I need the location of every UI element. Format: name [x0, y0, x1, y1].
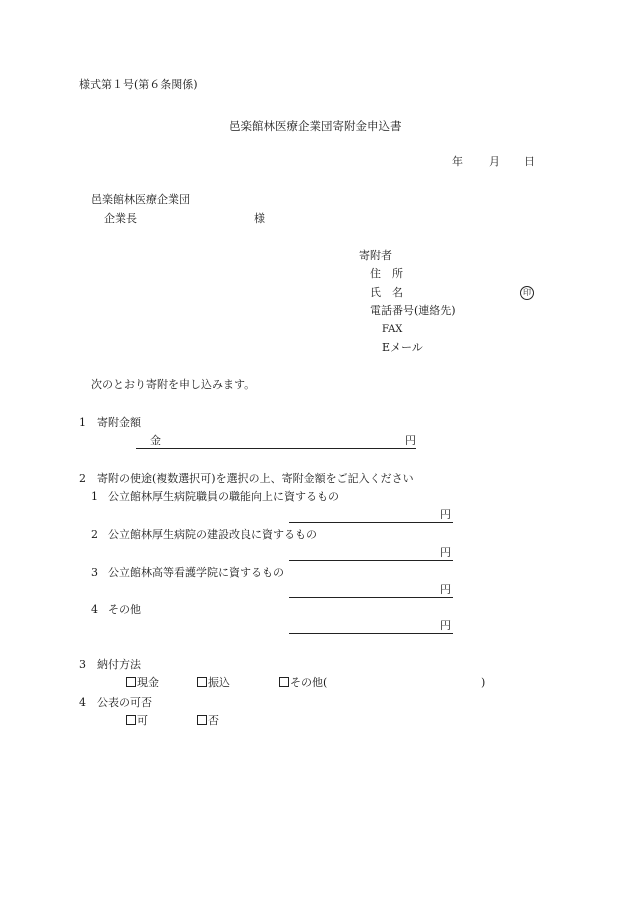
section1-yen: 円	[405, 434, 416, 447]
section2-number: 2	[79, 472, 86, 485]
donor-email-label: Eメール	[382, 341, 423, 354]
section1-kin: 金	[150, 434, 161, 447]
payment-option-label: その他(	[290, 676, 328, 689]
publication-option[interactable]	[197, 714, 219, 728]
purpose-item-number: 4	[91, 603, 98, 616]
payment-option[interactable]	[279, 676, 327, 690]
donation-amount-field[interactable]	[136, 448, 416, 449]
checkbox-icon[interactable]	[279, 677, 289, 687]
section1-label: 寄附金額	[97, 416, 141, 429]
purpose-item-number: 3	[91, 566, 98, 579]
section3-label: 納付方法	[97, 658, 141, 671]
donor-name-label: 氏 名	[370, 286, 403, 299]
purpose-item-yen: 円	[440, 619, 451, 632]
checkbox-icon[interactable]	[197, 715, 207, 725]
purpose-item-label: 公立館林高等看護学院に資するもの	[108, 566, 284, 579]
date-day-label: 日	[524, 155, 535, 168]
publication-option[interactable]	[126, 714, 148, 728]
purpose-item-number: 1	[91, 490, 98, 503]
section3-number: 3	[79, 658, 86, 671]
purpose-amount-field[interactable]	[289, 522, 453, 523]
donor-fax-label: FAX	[382, 324, 403, 335]
purpose-item-label: 公立館林厚生病院の建設改良に資するもの	[108, 528, 317, 541]
form-number: 様式第１号(第６条関係)	[79, 78, 198, 91]
section1-number: 1	[79, 416, 86, 429]
section4-number: 4	[79, 696, 86, 709]
donor-address-label: 住 所	[370, 267, 403, 280]
purpose-item-number: 2	[91, 528, 98, 541]
addressee-honorific: 様	[254, 212, 265, 225]
date-year-label: 年	[452, 155, 463, 168]
purpose-amount-field[interactable]	[289, 597, 453, 598]
donor-phone-label: 電話番号(連絡先)	[370, 304, 456, 317]
publication-option-label: 可	[137, 714, 148, 727]
payment-option[interactable]	[197, 676, 230, 690]
checkbox-icon[interactable]	[126, 715, 136, 725]
payment-option-label: 振込	[208, 676, 230, 689]
addressee-position: 企業長	[104, 212, 137, 225]
checkbox-icon[interactable]	[126, 677, 136, 687]
payment-option-label: 現金	[137, 676, 159, 689]
intro-text: 次のとおり寄附を申し込みます。	[91, 378, 256, 391]
payment-option[interactable]	[126, 676, 159, 690]
purpose-item-label: その他	[108, 603, 141, 616]
purpose-item-yen: 円	[440, 583, 451, 596]
addressee-org: 邑楽館林医療企業団	[91, 193, 190, 206]
checkbox-icon[interactable]	[197, 677, 207, 687]
donor-heading: 寄附者	[359, 249, 392, 262]
purpose-amount-field[interactable]	[289, 560, 453, 561]
payment-other-close-paren: )	[481, 676, 486, 689]
section4-label: 公表の可否	[97, 696, 152, 709]
date-month-label: 月	[489, 155, 500, 168]
purpose-item-yen: 円	[440, 546, 451, 559]
purpose-amount-field[interactable]	[289, 633, 453, 634]
section2-label: 寄附の使途(複数選択可)を選択の上、寄附金額をご記入ください	[97, 472, 414, 485]
purpose-item-yen: 円	[440, 508, 451, 521]
publication-option-label: 否	[208, 714, 219, 727]
seal-icon: 印	[520, 286, 534, 300]
form-title: 邑楽館林医療企業団寄附金申込書	[229, 119, 402, 133]
purpose-item-label: 公立館林厚生病院職員の職能向上に資するもの	[108, 490, 339, 503]
